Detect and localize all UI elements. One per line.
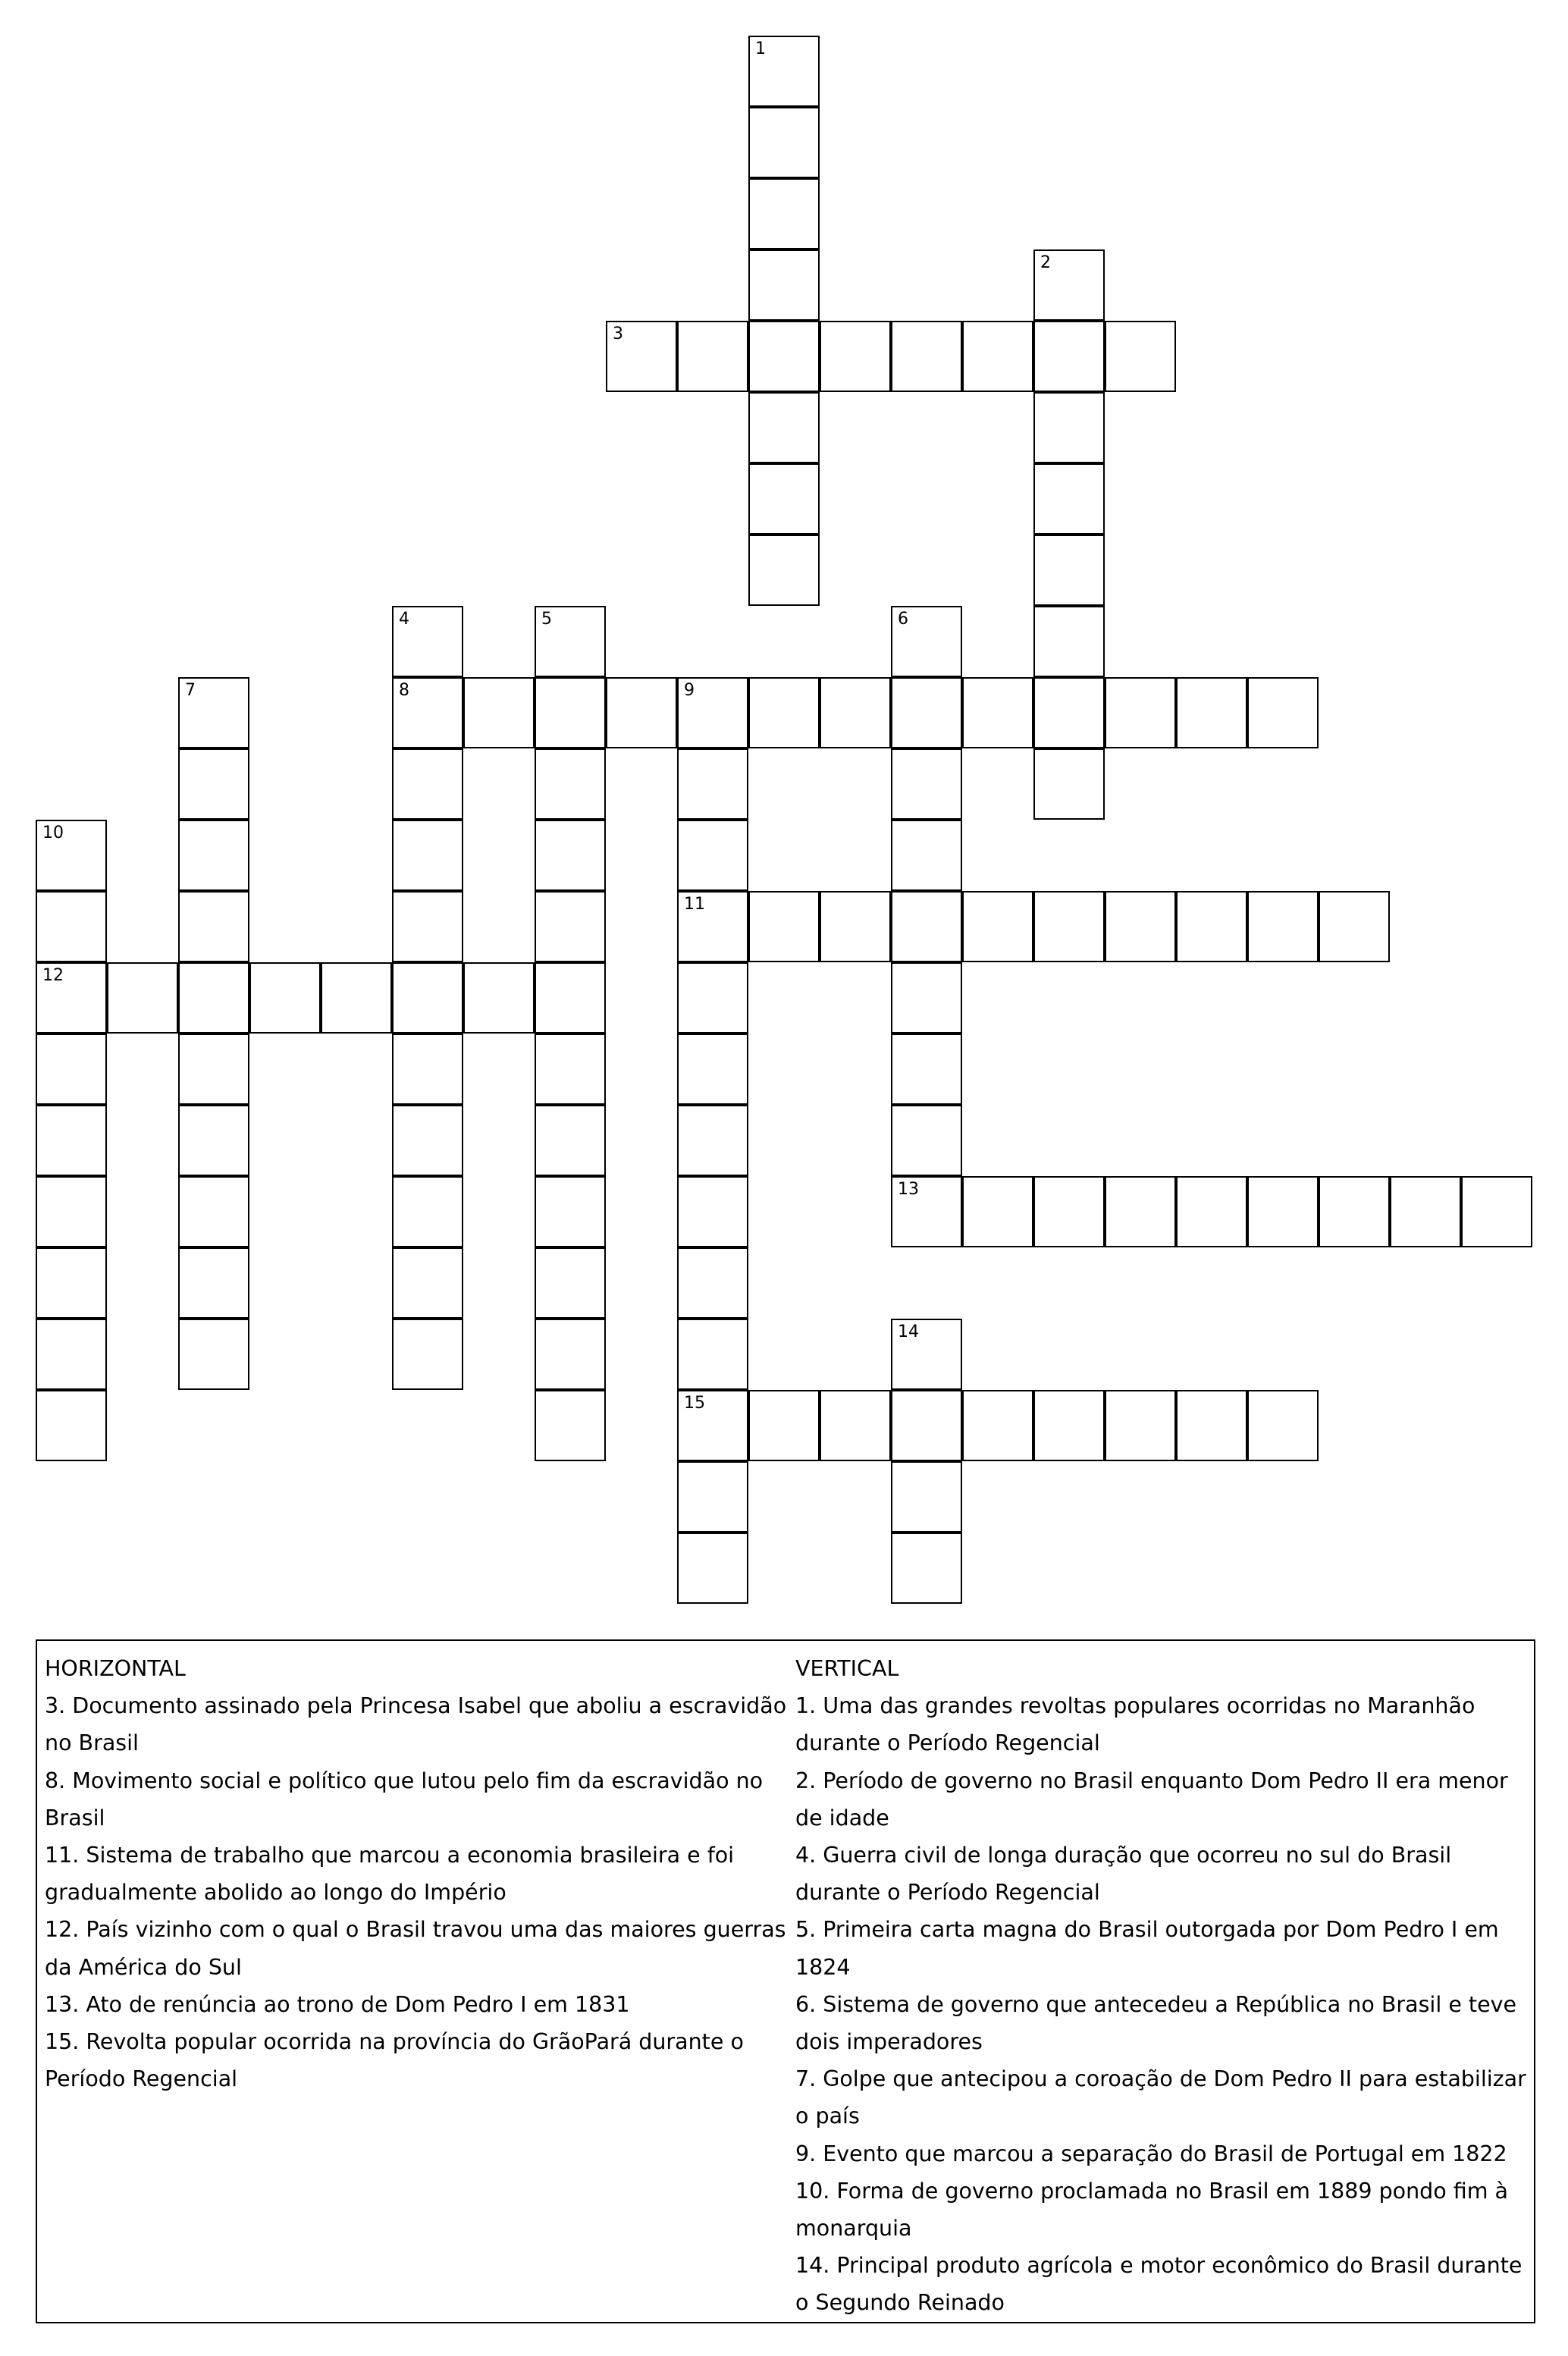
grid-cell[interactable] [392, 1319, 463, 1390]
grid-cell[interactable] [321, 962, 392, 1034]
grid-cell[interactable] [1319, 891, 1390, 962]
clue-number: 5 [541, 610, 552, 629]
grid-cell[interactable] [535, 1390, 606, 1461]
grid-cell[interactable] [1033, 891, 1105, 962]
grid-cell[interactable] [891, 1176, 962, 1247]
grid-cell[interactable] [36, 1034, 107, 1105]
grid-cell[interactable] [107, 962, 178, 1034]
grid-cell[interactable] [748, 392, 820, 463]
grid-cell[interactable] [178, 1247, 249, 1319]
clue-number: 4 [399, 610, 409, 629]
grid-cell[interactable] [606, 677, 677, 748]
clue-horizontal: 11. Sistema de trabalho que marcou a economia brasileira e foi gradualmente abolido ao longo do Império [45, 1843, 735, 1906]
clue-number: 11 [684, 895, 705, 914]
grid-cell[interactable] [748, 535, 820, 606]
clue-vertical: 9. Evento que marcou a separação do Brasil de Portugal em 1822 [795, 2141, 1507, 2166]
grid-cell[interactable] [1461, 1176, 1532, 1247]
grid-cell[interactable] [677, 1105, 748, 1176]
grid-cell[interactable] [1176, 1176, 1247, 1247]
grid-cell[interactable] [1033, 1390, 1105, 1461]
grid-cell[interactable] [891, 606, 962, 677]
grid-cell[interactable] [178, 1319, 249, 1390]
grid-cell[interactable] [1033, 392, 1105, 463]
clue-number: 13 [898, 1180, 919, 1199]
grid-cell[interactable] [1176, 1390, 1247, 1461]
grid-cell[interactable] [677, 1390, 748, 1461]
grid-cell[interactable] [392, 1105, 463, 1176]
grid-cell[interactable] [392, 677, 463, 748]
grid-cell[interactable] [891, 820, 962, 891]
grid-cell[interactable] [891, 1034, 962, 1105]
clue-number: 7 [185, 681, 196, 700]
grid-cell[interactable] [891, 1532, 962, 1604]
grid-cell[interactable] [178, 1176, 249, 1247]
clue-number: 12 [42, 966, 64, 985]
grid-cell[interactable] [178, 748, 249, 820]
grid-cell[interactable] [748, 1390, 820, 1461]
grid-cell[interactable] [748, 463, 820, 535]
grid-cell[interactable] [1105, 677, 1176, 748]
grid-cell[interactable] [962, 677, 1033, 748]
grid-cell[interactable] [178, 1105, 249, 1176]
clue-number: 15 [684, 1394, 705, 1413]
grid-cell[interactable] [677, 321, 748, 392]
grid-cell[interactable] [36, 1105, 107, 1176]
grid-cell[interactable] [535, 1105, 606, 1176]
grid-cell[interactable] [820, 891, 891, 962]
grid-cell[interactable] [891, 677, 962, 748]
grid-cell[interactable] [392, 891, 463, 962]
grid-cell[interactable] [1247, 1390, 1319, 1461]
grid-cell[interactable] [178, 677, 249, 748]
grid-cell[interactable] [1176, 891, 1247, 962]
grid-cell[interactable] [535, 748, 606, 820]
clue-number: 2 [1040, 253, 1051, 272]
clues-box [36, 1639, 1535, 2323]
grid-cell[interactable] [1033, 463, 1105, 535]
grid-cell[interactable] [535, 1176, 606, 1247]
grid-cell[interactable] [1247, 1176, 1319, 1247]
grid-cell[interactable] [1247, 891, 1319, 962]
clue-vertical: 4. Guerra civil de longa duração que ocorreu no sul do Brasil durante o Período Regencial [795, 1843, 1452, 1906]
grid-cell[interactable] [891, 1390, 962, 1461]
grid-cell[interactable] [392, 1247, 463, 1319]
grid-cell[interactable] [463, 962, 535, 1034]
grid-cell[interactable] [891, 748, 962, 820]
grid-cell[interactable] [891, 1105, 962, 1176]
grid-cell[interactable] [535, 891, 606, 962]
grid-cell[interactable] [891, 321, 962, 392]
grid-cell[interactable] [535, 962, 606, 1034]
clue-vertical: 2. Período de governo no Brasil enquanto Dom Pedro II era menor de idade [795, 1768, 1508, 1831]
horizontal-clues [45, 1650, 788, 2097]
clue-number: 14 [898, 1322, 919, 1341]
vertical-heading: VERTICAL [795, 1656, 899, 1681]
grid-cell[interactable] [535, 606, 606, 677]
grid-cell[interactable] [677, 820, 748, 891]
grid-cell[interactable] [677, 677, 748, 748]
grid-cell[interactable] [36, 1390, 107, 1461]
grid-cell[interactable] [178, 962, 249, 1034]
grid-cell[interactable] [36, 1176, 107, 1247]
grid-cell[interactable] [1033, 748, 1105, 820]
grid-cell[interactable] [677, 1247, 748, 1319]
clue-number: 9 [684, 681, 695, 700]
grid-cell[interactable] [392, 820, 463, 891]
grid-cell[interactable] [36, 820, 107, 891]
clue-vertical: 1. Uma das grandes revoltas populares ocorridas no Maranhão durante o Período Regencial [795, 1693, 1475, 1756]
grid-cell[interactable] [677, 962, 748, 1034]
clue-vertical: 5. Primeira carta magna do Brasil outorgada por Dom Pedro I em 1824 [795, 1917, 1499, 1980]
grid-cell[interactable] [178, 820, 249, 891]
grid-cell[interactable] [891, 962, 962, 1034]
grid-cell[interactable] [392, 1176, 463, 1247]
grid-cell[interactable] [1033, 1176, 1105, 1247]
clue-number: 8 [399, 681, 409, 700]
grid-cell[interactable] [178, 1034, 249, 1105]
grid-cell[interactable] [677, 1176, 748, 1247]
grid-cell[interactable] [891, 891, 962, 962]
grid-cell[interactable] [1033, 535, 1105, 606]
grid-cell[interactable] [748, 891, 820, 962]
grid-cell[interactable] [1033, 606, 1105, 677]
grid-cell[interactable] [820, 677, 891, 748]
grid-cell[interactable] [748, 249, 820, 321]
grid-cell[interactable] [535, 1247, 606, 1319]
clue-horizontal: 13. Ato de renúncia ao trono de Dom Pedro I em 1831 [45, 1991, 630, 2017]
grid-cell[interactable] [36, 891, 107, 962]
grid-cell[interactable] [891, 1319, 962, 1390]
grid-cell[interactable] [677, 891, 748, 962]
clue-number: 10 [42, 824, 64, 842]
grid-cell[interactable] [820, 1390, 891, 1461]
grid-cell[interactable] [36, 1319, 107, 1390]
grid-cell[interactable] [392, 606, 463, 677]
clue-vertical: 7. Golpe que antecipou a coroação de Dom Pedro II para estabilizar o país [795, 2066, 1526, 2129]
grid-cell[interactable] [748, 321, 820, 392]
clue-vertical: 10. Forma de governo proclamada no Brasil em 1889 pondo fim à monarquia [795, 2178, 1508, 2241]
clue-horizontal: 8. Movimento social e político que lutou pelo fim da escravidão no Brasil [45, 1768, 764, 1831]
grid-cell[interactable] [677, 1034, 748, 1105]
grid-cell[interactable] [392, 1034, 463, 1105]
grid-cell[interactable] [820, 321, 891, 392]
grid-cell[interactable] [535, 1034, 606, 1105]
grid-cell[interactable] [36, 962, 107, 1034]
grid-cell[interactable] [891, 1461, 962, 1532]
clue-number: 1 [755, 39, 766, 58]
grid-cell[interactable] [535, 677, 606, 748]
grid-cell[interactable] [1390, 1176, 1461, 1247]
grid-cell[interactable] [748, 107, 820, 178]
clue-vertical: 6. Sistema de governo que antecedeu a República no Brasil e teve dois imperadores [795, 1991, 1517, 2055]
grid-cell[interactable] [962, 1176, 1033, 1247]
clue-number: 6 [898, 610, 908, 629]
vertical-clues [795, 1650, 1531, 2322]
horizontal-heading: HORIZONTAL [45, 1656, 186, 1681]
grid-cell[interactable] [249, 962, 321, 1034]
grid-cell[interactable] [1105, 891, 1176, 962]
clue-vertical: 14. Principal produto agrícola e motor econômico do Brasil durante o Segundo Reinado [795, 2253, 1523, 2316]
grid-cell[interactable] [463, 677, 535, 748]
grid-cell[interactable] [1105, 1176, 1176, 1247]
grid-cell[interactable] [748, 677, 820, 748]
grid-cell[interactable] [535, 1319, 606, 1390]
grid-cell[interactable] [178, 891, 249, 962]
grid-cell[interactable] [962, 321, 1033, 392]
grid-cell[interactable] [677, 1461, 748, 1532]
grid-cell[interactable] [1033, 321, 1105, 392]
clue-number: 3 [613, 325, 623, 344]
grid-cell[interactable] [535, 820, 606, 891]
clue-horizontal: 15. Revolta popular ocorrida na província do GrãoPará durante o Período Regencial [45, 2029, 744, 2092]
grid-cell[interactable] [1105, 321, 1176, 392]
clue-horizontal: 3. Documento assinado pela Princesa Isabel que aboliu a escravidão no Brasil [45, 1693, 787, 1756]
grid-cell[interactable] [677, 1319, 748, 1390]
grid-cell[interactable] [962, 1390, 1033, 1461]
grid-cell[interactable] [392, 962, 463, 1034]
grid-cell[interactable] [1176, 677, 1247, 748]
grid-cell[interactable] [1033, 249, 1105, 321]
grid-cell[interactable] [1105, 1390, 1176, 1461]
grid-cell[interactable] [392, 748, 463, 820]
grid-cell[interactable] [748, 36, 820, 107]
grid-cell[interactable] [606, 321, 677, 392]
grid-cell[interactable] [1319, 1176, 1390, 1247]
grid-cell[interactable] [677, 748, 748, 820]
grid-cell[interactable] [36, 1247, 107, 1319]
grid-cell[interactable] [962, 891, 1033, 962]
grid-cell[interactable] [677, 1532, 748, 1604]
grid-cell[interactable] [1033, 677, 1105, 748]
grid-cell[interactable] [748, 178, 820, 249]
grid-cell[interactable] [1247, 677, 1319, 748]
clue-horizontal: 12. País vizinho com o qual o Brasil travou uma das maiores guerras da América do Sul [45, 1917, 786, 1980]
